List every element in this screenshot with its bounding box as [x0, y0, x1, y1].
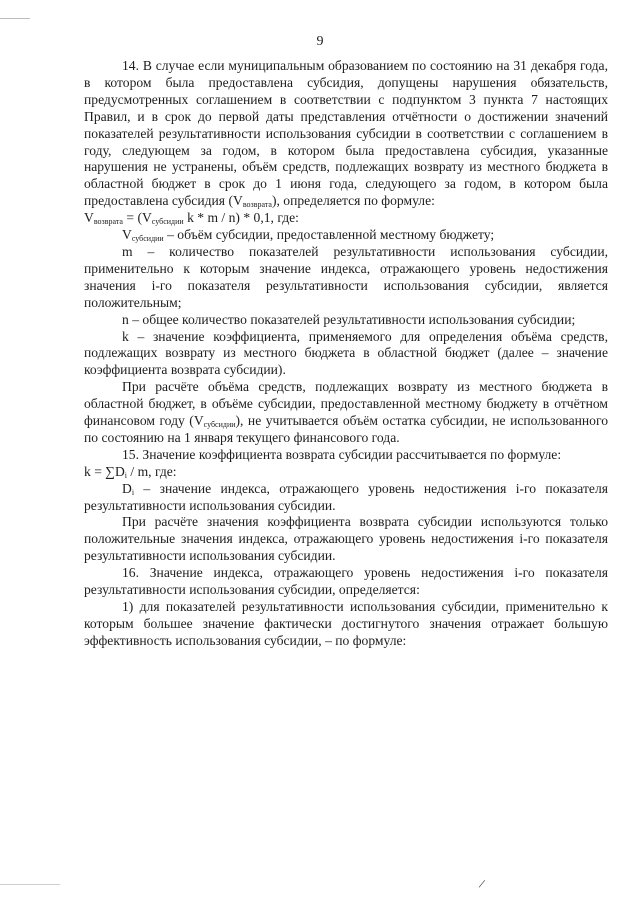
- document-body: [84, 58, 608, 650]
- definition-k: k – значение коэффициента, применяемого для определения объёма средств, подлежащих возврату из местного бюджета в областной бюджет (далее – значение коэффициента возврата субсидии).: [84, 328, 608, 378]
- definition-m: m – количество показателей результативности использования субсидии, применительно к которым значение индекса, отражающего уровень недостижения значения i-го показателя результативности использования субсидии, является положительным;: [84, 243, 608, 310]
- handwritten-mark: /: [477, 875, 487, 892]
- formula-coefficient: $k = \sum D_i / m$, где:: [84, 463, 177, 480]
- paragraph-positive-values: При расчёте значения коэффициента возврата субсидии используются только положительные значения индекса, отражающего уровень недостижения i-го показателя результативности использования субсидии.: [84, 514, 608, 564]
- paragraph-16: 16. Значение индекса, отражающего уровень недостижения i-го показателя результативности использования субсидии, определяется:: [84, 565, 608, 598]
- scan-edge-mark: [0, 18, 30, 19]
- paragraph-14: 14. В случае если муниципальным образованием по состоянию на 31 декабря года, в котором была предоставлена субсидия, допущены нарушения обязательств, предусмотренных соглашением в соответствии с подпунктом 3 пункта 7 настоящих Правил, и в срок до первой даты представления отчётности о достижении значений показателей результативности использования субсидии в соответствии с соглашением в году, следующем за годом, в котором была предоставлена субсидия, указанные нарушения не устранены, объём средств, подлежащих возврату из местного бюджета в областной бюджет в срок до 1 июня года, следующего за годом, в котором была предоставлена субсидия $(V_{возврата})$, определяется по формуле:: [84, 58, 608, 210]
- definition-n: n – общее количество показателей результативности использования субсидии;: [122, 311, 576, 327]
- paragraph-16-item-1: 1) для показателей результативности использования субсидии, применительно к которым большее значение фактически достигнутого значения отражает большую эффективность использования субсидии, – по формуле:: [84, 599, 608, 648]
- formula-refund-volume: $V_{возврата} = (V_{субсидии}$ k * m / n) * 0,1, где:: [84, 210, 299, 227]
- paragraph-calculation-note: При расчёте объёма средств, подлежащих возврату из местного бюджета в областной бюджет, в объёме субсидии, предоставленной местному бюджету в отчётном финансовом году $(V_{субсидии})$, не учитывается объём остатка субсидии, не использованного по состоянию на 1 января текущего финансового года.: [84, 379, 608, 445]
- paragraph-15: 15. Значение коэффициента возврата субсидии рассчитывается по формуле:: [122, 446, 562, 462]
- page-number: 9: [316, 34, 324, 49]
- definition-v-subsidy: $V_{субсидии}$ – объём субсидии, предоставленной местному бюджету;: [122, 227, 495, 244]
- scan-edge-mark-bottom: [0, 884, 60, 885]
- definition-d: $D_i$ – значение индекса, отражающего уровень недостижения i-го показателя результативности использования субсидии.: [84, 480, 608, 513]
